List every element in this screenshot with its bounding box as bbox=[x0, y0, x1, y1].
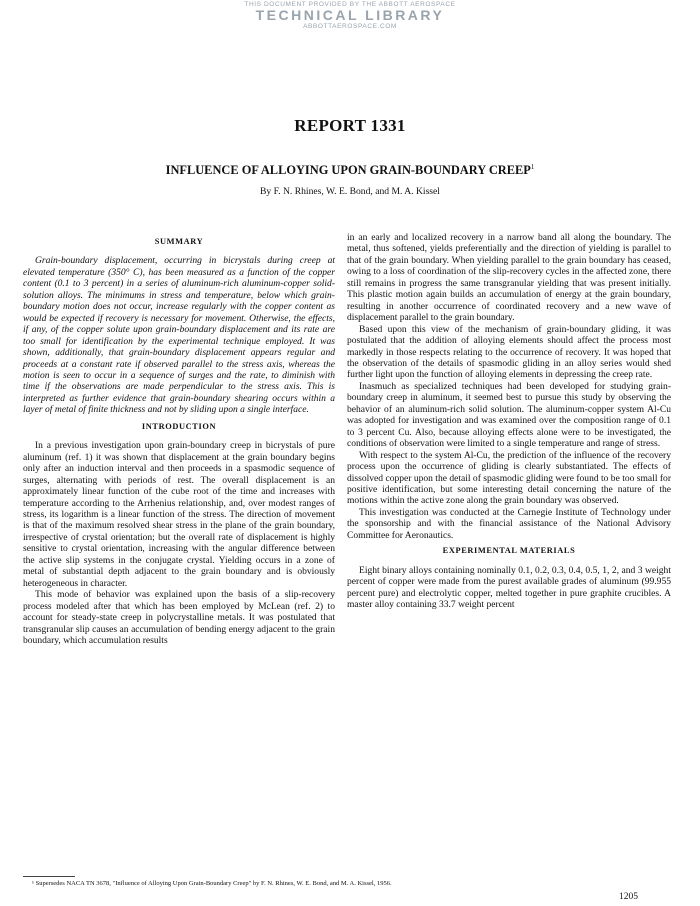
left-column bbox=[23, 232, 335, 646]
introduction-heading: INTRODUCTION bbox=[141, 421, 217, 431]
authors: By F. N. Rhines, W. E. Bond, and M. A. Kissel bbox=[260, 186, 440, 197]
intro-paragraph-5: With respect to the system Al-Cu, the prediction of the influence of the recovery process upon the occurrence of gliding is clearly substantiated. The effects of dissolved copper upon the detail of spasmodic gliding were found to be too small for positive identification, but some interesting detail concerning the nature of the motions within the active zone along the grain boundary was observed. bbox=[347, 449, 671, 507]
right-column bbox=[347, 232, 671, 611]
intro-paragraph-2: This mode of behavior was explained upon the basis of a slip-recovery process modeled after that which has been employed by McLean (ref. 2) to account for steady-state creep in polycrystalline metals. It was postulated that transgranular slip causes an accumulation of bending energy adjacent to the grain boundary, which accumulation results bbox=[23, 589, 335, 646]
intro-paragraph-4: Inasmuch as specialized techniques had been developed for studying grain-boundary creep in aluminum, it seemed best to pursue this study by observing the behavior of an aluminum-rich solid solution. The aluminum-copper system Al-Cu was adopted for investigation and was examined over the composition range of 0.1 to 3 percent Cu. Also, because alloying effects alone were to be investigated, the conditions of observation were limited to a single temperature and range of stress. bbox=[347, 380, 671, 450]
intro-paragraph-6: This investigation was conducted at the Carnegie Institute of Technology under the sponsorship and with the financial assistance of the National Advisory Committee for Aeronautics. bbox=[347, 506, 671, 541]
watermark-line-1: THIS DOCUMENT PROVIDED BY THE ABBOTT AEROSPACE bbox=[244, 1, 456, 8]
intro-paragraph-1: In a previous investigation upon grain-boundary creep in bicrystals of pure aluminum (ref. 1) it was shown that displacement at the grain boundary begins only after an induction interval and then proceeds in a spasmodic sequence of surges, alternating with periods of rest. The overall displacement is an approximately linear function of the cube root of the time and increases with temperature according to the Arrhenius relationship, and, over modest ranges of stress, its logarithm is a linear function of the stress. The direction of movement is that of the maximum resolved shear stress in the plane of the grain boundary, irrespective of crystal orientation; but the overall rate of displacement is highly sensitive to crystal orientation, increasing with the angular difference between the active slip systems in the conjugate crystal. Yielding occurs in a zone of metal of substantial depth adjacent to the grain boundary and is obviously heterogeneous in character. bbox=[23, 440, 335, 589]
title-footnote-mark: 1 bbox=[530, 162, 535, 171]
footnote: ¹ Supersedes NACA TN 3678, "Influence of Alloying Upon Grain-Boundary Creep" by F. N. Rhines, W. E. Bond, and M. A. Kissel, 1956. bbox=[32, 880, 392, 887]
summary-heading: SUMMARY bbox=[154, 237, 204, 246]
page-number: 1205 bbox=[619, 892, 638, 902]
intro-paragraph-2-continued: in an early and localized recovery in a narrow band all along the boundary. The metal, thus softened, yields preferentially and the direction of yielding is parallel to that of the grain boundary. When yielding parallel to the grain boundary has ceased, owing to a loss of coordination of the slip-recovery cycles in the affected zone, there still remains in progress the same transgranular yielding that was present initially. This plastic motion again builds an accumulation of energy at the grain boundary, resulting in another occurrence of coordinated recovery and a new wave of displacement parallel to the grain boundary. bbox=[347, 232, 671, 324]
watermark-url: ABBOTTAEROSPACE.COM bbox=[303, 23, 397, 30]
paper-title-text: INFLUENCE OF ALLOYING UPON GRAIN-BOUNDARY CREEP bbox=[165, 163, 531, 177]
watermark-title: TECHNICAL LIBRARY bbox=[255, 7, 445, 23]
intro-paragraph-3: Based upon this view of the mechanism of grain-boundary gliding, it was postulated that the addition of alloying elements should affect the process most markedly in those respects relating to the occurrence of recovery. It was hoped that the observation of the details of spasmodic gliding in an alloy series would shed further light upon the function of alloying elements in depressing the creep rate. bbox=[347, 323, 671, 381]
summary-text: Grain-boundary displacement, occurring in bicrystals during creep at elevated temperature (350° C), has been measured as a function of the copper content (0.1 to 3 percent) in a series of aluminum-rich aluminum-copper solid-solution alloys. The minimums in stress and temperature, below which grain-boundary motion does not occur, increase regularly with the copper content as would be expected if recovery is necessary for movement. Otherwise, the effects, if any, of the copper solute upon grain-boundary displacement and its rate are too small for identification by the experimental technique employed. It was shown, additionally, that grain-boundary displacement appears regular and proceeds at a constant rate if observed parallel to the stress axis, whereas the motion is seen to occur in a sequence of surges and the rate, to diminish with time if the observations are made perpendicular to the stress axis. This is interpreted as further evidence that grain-boundary shearing occurs within a layer of metal of finite thickness and not by sliding upon a single interface. bbox=[23, 255, 335, 416]
materials-paragraph-1: Eight binary alloys containing nominally 0.1, 0.2, 0.3, 0.4, 0.5, 1, 2, and 3 weight percent of copper were made from the purest available grades of aluminum (99.955 percent pure) and electrolytic copper, melted together in pure graphite crucibles. A master alloy containing 33.7 weight percent bbox=[347, 564, 671, 611]
materials-heading: EXPERIMENTAL MATERIALS bbox=[442, 546, 576, 556]
report-number: REPORT 1331 bbox=[294, 116, 406, 135]
footnote-divider bbox=[23, 876, 75, 877]
paper-title bbox=[0, 163, 700, 178]
